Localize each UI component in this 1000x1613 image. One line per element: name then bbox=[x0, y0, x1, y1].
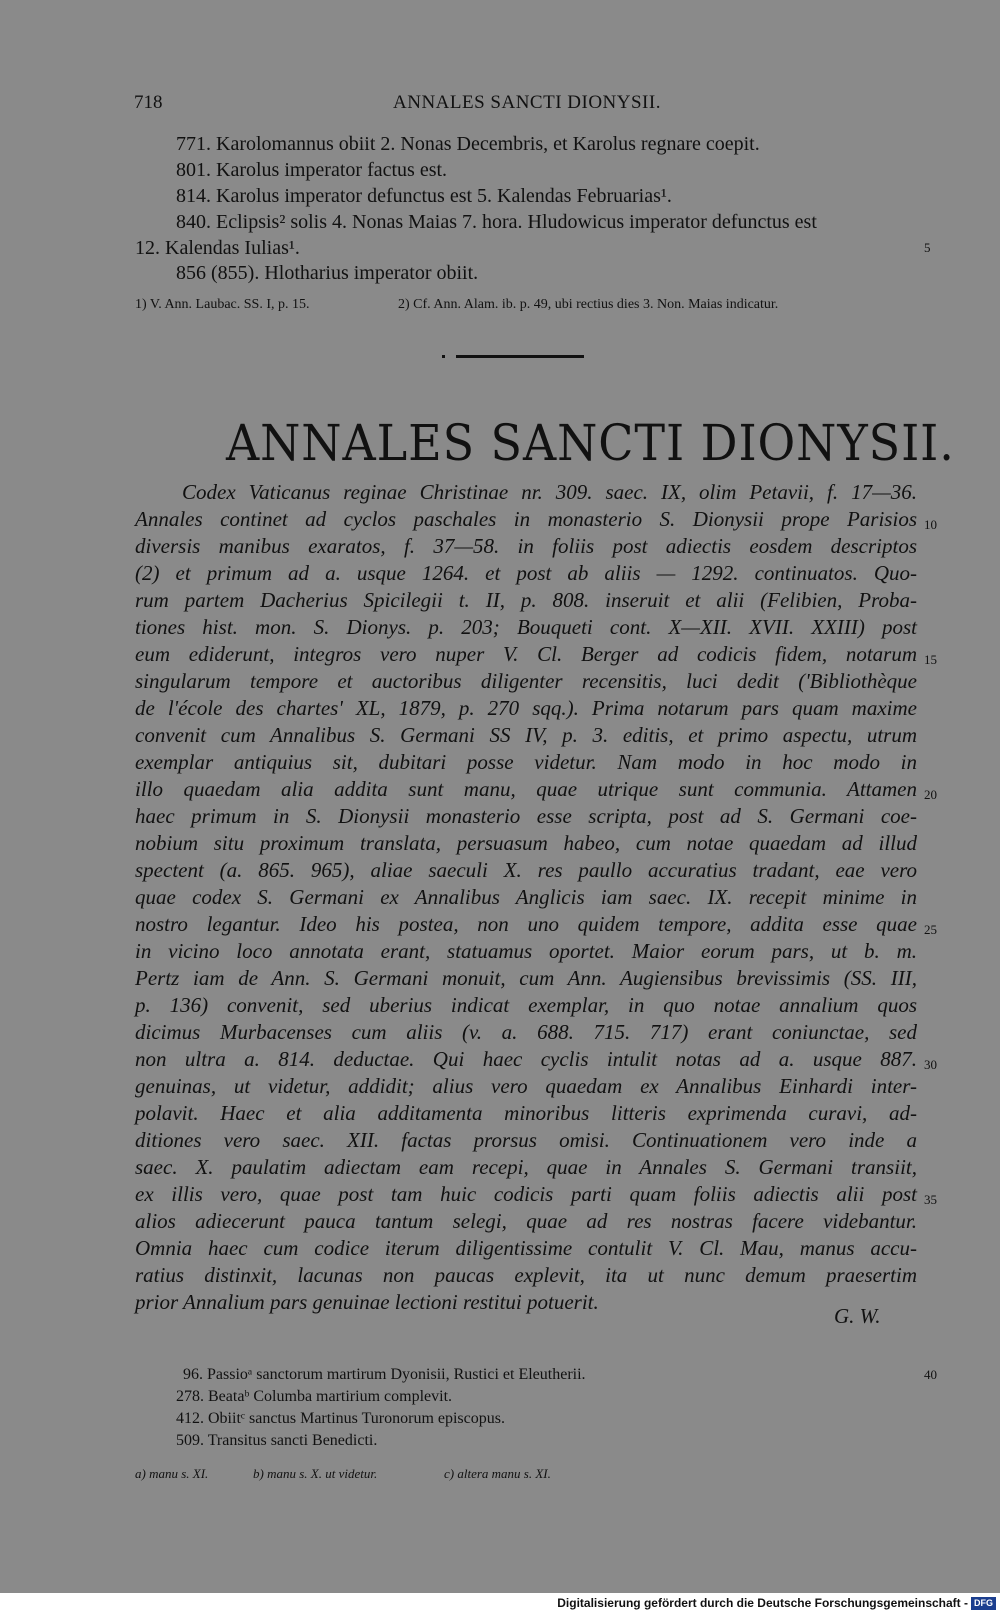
annal-entry: 278. Beataᵇ Columba martirium complevit. bbox=[176, 1388, 453, 1405]
intro-line: exemplar antiquius sit, dubitari posse videtur. Nam modo in hoc modo in bbox=[135, 750, 917, 774]
intro-line: prior Annalium pars genuinae lectioni restitui potuerit. bbox=[135, 1290, 599, 1314]
intro-line: singularum tempore et auctoribus diligenter recensitis, luci dedit ('Bibliothèque bbox=[135, 669, 917, 693]
footnote: a) manu s. XI. bbox=[135, 1466, 209, 1481]
intro-line: nostro legantur. Ideo his postea, non uno quidem tempore, addita esse quae bbox=[135, 912, 917, 936]
intro-line: ratius distinxit, lacunas non paucas explevit, ita ut nunc demum praesertim bbox=[135, 1263, 917, 1287]
line-number: 20 bbox=[924, 787, 937, 802]
footnote: c) altera manu s. XI. bbox=[444, 1466, 551, 1481]
intro-line: Omnia haec cum codice iterum diligentissime contulit V. Cl. Mau, manus accu- bbox=[135, 1236, 917, 1260]
intro-line: genuinas, ut videtur, addidit; alius vero quaedam ex Annalibus Einhardi inter- bbox=[135, 1074, 917, 1098]
line-number: 30 bbox=[924, 1057, 937, 1072]
digitization-credit: Digitalisierung gefördert durch die Deutsche Forschungsgemeinschaft - bbox=[557, 1596, 968, 1610]
intro-line: dicimus Murbacenses cum aliis (v. a. 688. 715. 717) erant coniunctae, sed bbox=[135, 1020, 917, 1044]
section-divider bbox=[456, 355, 584, 358]
footnote: 1) V. Ann. Laubac. SS. I, p. 15. bbox=[135, 297, 310, 312]
intro-line: in vicino loco annotata erant, statuamus oportet. Maior eorum pars, ut b. m. bbox=[135, 939, 917, 963]
intro-line: Annales continet ad cyclos paschales in monasterio S. Dionysii prope Parisios bbox=[135, 507, 917, 531]
line-number: 25 bbox=[924, 922, 937, 937]
intro-line: de l'école des chartes' XL, 1879, p. 270 sqq.). Prima notarum pars quam maxime bbox=[135, 696, 917, 720]
footnote: b) manu s. X. ut videtur. bbox=[253, 1466, 378, 1481]
intro-line: Pertz iam de Ann. S. Germani monuit, cum Ann. Augiensibus brevissimis (SS. III, bbox=[135, 966, 917, 990]
annal-entry: 412. Obiitᶜ sanctus Martinus Turonorum episcopus. bbox=[176, 1410, 505, 1427]
annal-entry: 509. Transitus sancti Benedicti. bbox=[176, 1432, 378, 1449]
intro-line: ditiones vero saec. XII. factas prorsus omisi. Continuationem vero inde a bbox=[135, 1128, 917, 1152]
annal-entry: 771. Karolomannus obiit 2. Nonas Decembris, et Karolus regnare coepit. bbox=[176, 133, 760, 155]
intro-line: eum ediderunt, integros vero nuper V. Cl. Berger ad codicis fidem, notarum bbox=[135, 642, 917, 666]
annal-entry: 12. Kalendas Iulias¹. bbox=[135, 237, 300, 259]
annal-entry: 801. Karolus imperator factus est. bbox=[176, 159, 448, 181]
intro-line: ex illis vero, quae post tam huic codicis parti quam foliis adiectis alii post bbox=[135, 1182, 917, 1206]
annal-entry: 856 (855). Hlotharius imperator obiit. bbox=[176, 262, 479, 284]
intro-line: polavit. Haec et alia additamenta minoribus litteris exprimenda curavi, ad- bbox=[135, 1101, 917, 1125]
intro-line: quae codex S. Germani ex Annalibus Anglicis iam saec. IX. recepit minime in bbox=[135, 885, 917, 909]
line-number: 40 bbox=[924, 1367, 937, 1382]
page-number: 718 bbox=[134, 92, 163, 113]
line-number: 5 bbox=[924, 240, 931, 255]
line-number: 15 bbox=[924, 652, 937, 667]
annal-entry: 814. Karolus imperator defunctus est 5. Kalendas Februarias¹. bbox=[176, 185, 672, 207]
divider-dot bbox=[442, 355, 445, 358]
intro-line: Codex Vaticanus reginae Christinae nr. 309. saec. IX, olim Petavii, f. 17—36. bbox=[182, 480, 917, 504]
footnote: 2) Cf. Ann. Alam. ib. p. 49, ubi rectius dies 3. Non. Maias indicatur. bbox=[398, 297, 779, 312]
intro-line: p. 136) convenit, sed uberius indicat exemplar, in quo notae annalium quos bbox=[135, 993, 917, 1017]
line-number: 10 bbox=[924, 517, 937, 532]
intro-line: nobium situ proximum translata, persuasum habeo, cum notae quaedam ad illud bbox=[135, 831, 917, 855]
intro-line: haec primum in S. Dionysii monasterio esse scripta, post ad S. Germani coe- bbox=[135, 804, 917, 828]
intro-line: illo quaedam alia addita sunt manu, quae utrique sunt communia. Attamen bbox=[135, 777, 917, 801]
annal-entry: 840. Eclipsis² solis 4. Nonas Maias 7. hora. Hludowicus imperator defunctus est bbox=[176, 211, 817, 233]
dfg-logo: DFG bbox=[971, 1597, 996, 1610]
intro-line: tiones hist. mon. S. Dionys. p. 203; Bouqueti cont. X—XII. XVII. XXIII) post bbox=[135, 615, 917, 639]
intro-line: saec. X. paulatim adiectam eam recepi, quae in Annales S. Germani transiit, bbox=[135, 1155, 917, 1179]
signature: G. W. bbox=[834, 1304, 881, 1328]
intro-line: spectent (a. 865. 965), aliae saeculi X. res paullo accuratius tradant, eae vero bbox=[135, 858, 917, 882]
main-title: ANNALES SANCTI DIONYSII. bbox=[226, 414, 955, 472]
intro-line: diversis manibus exaratos, f. 37—58. in foliis post adiectis eosdem descriptos bbox=[135, 534, 917, 558]
line-number: 35 bbox=[924, 1192, 937, 1207]
intro-line: convenit cum Annalibus S. Germani SS IV, p. 3. editis, et primo aspectu, utrum bbox=[135, 723, 917, 747]
intro-line: rum partem Dacherius Spicilegii t. II, p. 808. inseruit et alii (Felibien, Proba- bbox=[135, 588, 917, 612]
intro-line: (2) et primum ad a. usque 1264. et post ab aliis — 1292. continuatos. Quo- bbox=[135, 561, 917, 585]
intro-line: non ultra a. 814. deductae. Qui haec cyclis intulit notas ad a. usque 887. bbox=[135, 1047, 917, 1071]
annal-entry: 96. Passioᵃ sanctorum martirum Dyonisii, Rustici et Eleutherii. bbox=[183, 1366, 586, 1383]
intro-line: alios adiecerunt pauca tantum selegi, quae ad res nostras facere videbantur. bbox=[135, 1209, 917, 1233]
running-title: ANNALES SANCTI DIONYSII. bbox=[393, 92, 661, 113]
